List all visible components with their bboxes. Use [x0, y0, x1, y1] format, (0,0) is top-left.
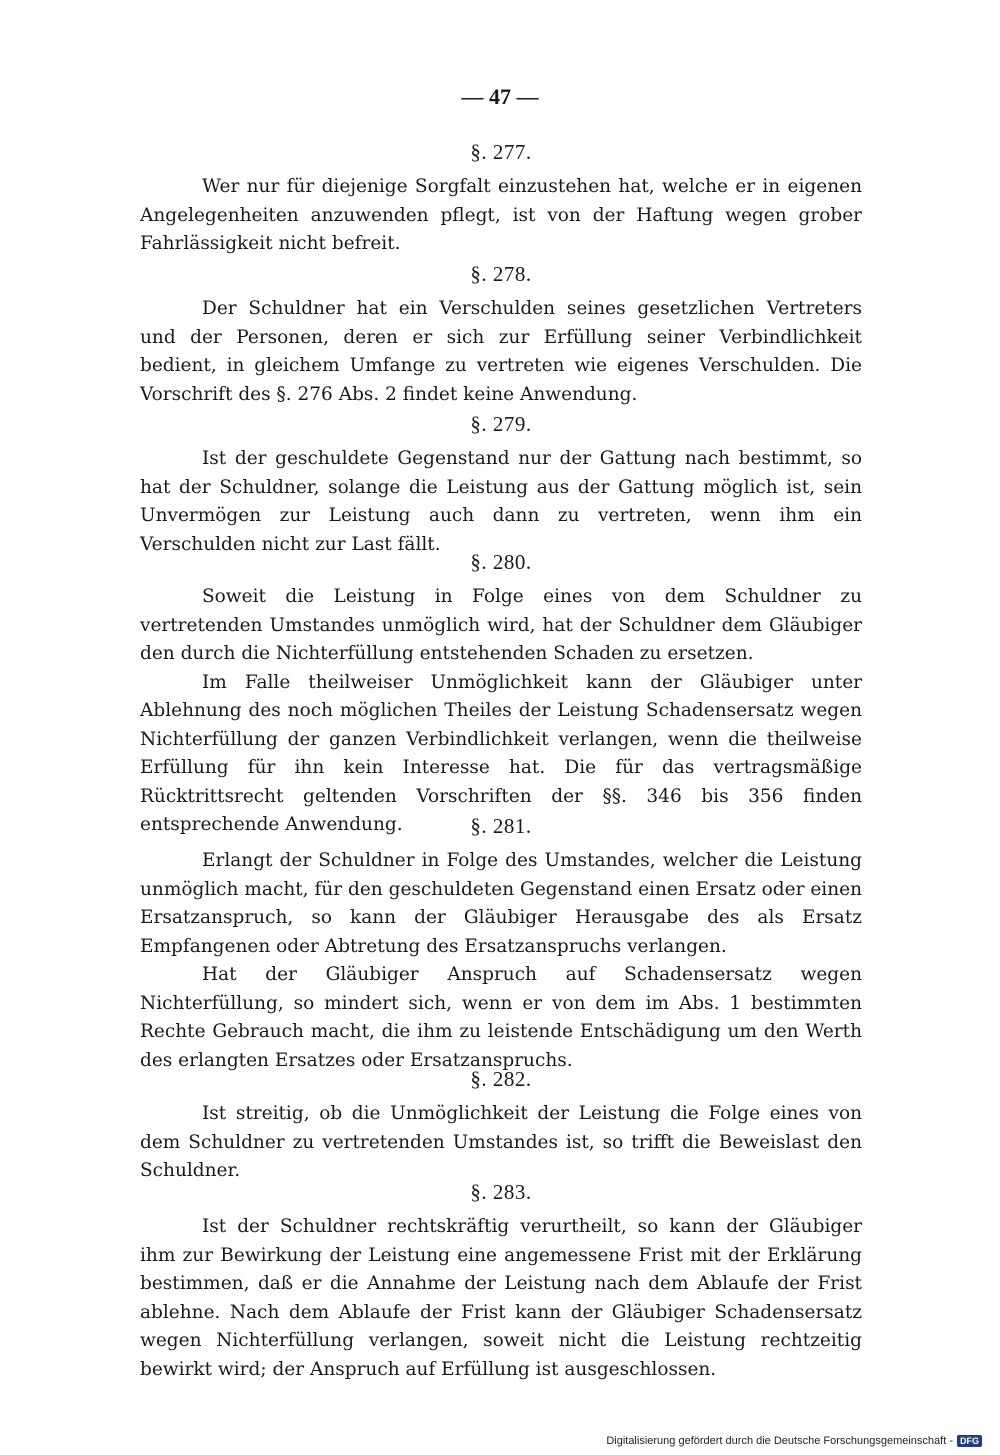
section-heading: §. 279. — [470, 412, 532, 436]
section-281 — [140, 814, 862, 1075]
paragraph: Der Schuldner hat ein Verschulden seines gesetzlichen Vertreters und der Personen, deren er sich zur Erfüllung seiner Verbindlichkeit bedient, in gleichem Umfange zu vertreten wie eigenes Verschulden. Die Vorschrift des §. 276 Abs. 2 findet keine Anwendung. — [140, 298, 862, 405]
dfg-logo: DFG — [957, 1435, 982, 1447]
paragraph: Ist streitig, ob die Unmöglichkeit der Leistung die Folge eines von dem Schuldner zu vertretenden Umstandes ist, so trifft die Beweislast den Schuldner. — [140, 1103, 862, 1181]
section-278 — [140, 262, 862, 409]
paragraph: Hat der Gläubiger Anspruch auf Schadensersatz wegen Nichterfüllung, so mindert sich, wenn er von dem im Abs. 1 bestimmten Rechte Gebrauch macht, die ihm zu leistende Entschädigung um den Werth des erlangten Ersatzes oder Ersatzanspruchs. — [140, 964, 862, 1071]
page-number: — 47 — — [461, 84, 539, 109]
paragraph: Ist der Schuldner rechtskräftig verurtheilt, so kann der Gläubiger ihm zur Bewirkung der Leistung eine angemessene Frist mit der Erklärung bestimmen, daß er die Annahme der Leistung nach dem Ablaufe der Frist ablehne. Nach dem Ablaufe der Frist kann der Gläubiger Schadensersatz wegen Nichterfüllung verlangen, soweit nicht die Leistung rechtzeitig bewirkt wird; der Anspruch auf Erfüllung ist ausgeschlossen. — [140, 1216, 862, 1380]
credit-text: Digitalisierung gefördert durch die Deutsche Forschungsgemeinschaft - — [606, 1435, 953, 1447]
paragraph: Wer nur für diejenige Sorgfalt einzustehen hat, welche er in eigenen Angelegenheiten anzuwenden pflegt, ist von der Haftung wegen grober Fahrlässigkeit nicht befreit. — [140, 176, 862, 254]
section-heading: §. 277. — [470, 140, 532, 164]
section-277 — [140, 140, 862, 259]
section-heading: §. 281. — [470, 814, 532, 838]
paragraph: Ist der geschuldete Gegenstand nur der Gattung nach bestimmt, so hat der Schuldner, solange die Leistung aus der Gattung möglich ist, sein Unvermögen zur Leistung auch dann zu vertreten, wenn ihm ein Verschulden nicht zur Last fällt. — [140, 448, 862, 555]
section-heading: §. 282. — [470, 1067, 532, 1091]
section-heading: §. 278. — [470, 262, 532, 286]
section-282 — [140, 1067, 862, 1186]
section-283 — [140, 1180, 862, 1384]
section-heading: §. 280. — [470, 550, 532, 574]
paragraph: Im Falle theilweiser Unmöglichkeit kann der Gläubiger unter Ablehnung des noch möglichen Theiles der Leistung Schadensersatz wegen Nichterfüllung der ganzen Verbindlichkeit verlangen, wenn die theilweise Erfüllung für ihn kein Interesse hat. Die für das vertragsmäßige Rücktrittsrecht geltenden Vorschriften der §§. 346 bis 356 finden entsprechende Anwendung. — [140, 671, 862, 835]
section-279 — [140, 412, 862, 559]
digitization-credit — [606, 1435, 982, 1447]
paragraph: Soweit die Leistung in Folge eines von dem Schuldner zu vertretenden Umstandes unmöglich wird, hat der Schuldner dem Gläubiger den durch die Nichterfüllung entstehenden Schaden zu ersetzen. — [140, 586, 862, 664]
section-heading: §. 283. — [470, 1180, 532, 1204]
paragraph: Erlangt der Schuldner in Folge des Umstandes, welcher die Leistung unmöglich macht, für den geschuldeten Gegenstand einen Ersatz oder einen Ersatzanspruch, so kann der Gläubiger Herausgabe des als Ersatz Empfangenen oder Abtretung des Ersatzanspruchs verlangen. — [140, 850, 862, 957]
section-280 — [140, 550, 862, 840]
